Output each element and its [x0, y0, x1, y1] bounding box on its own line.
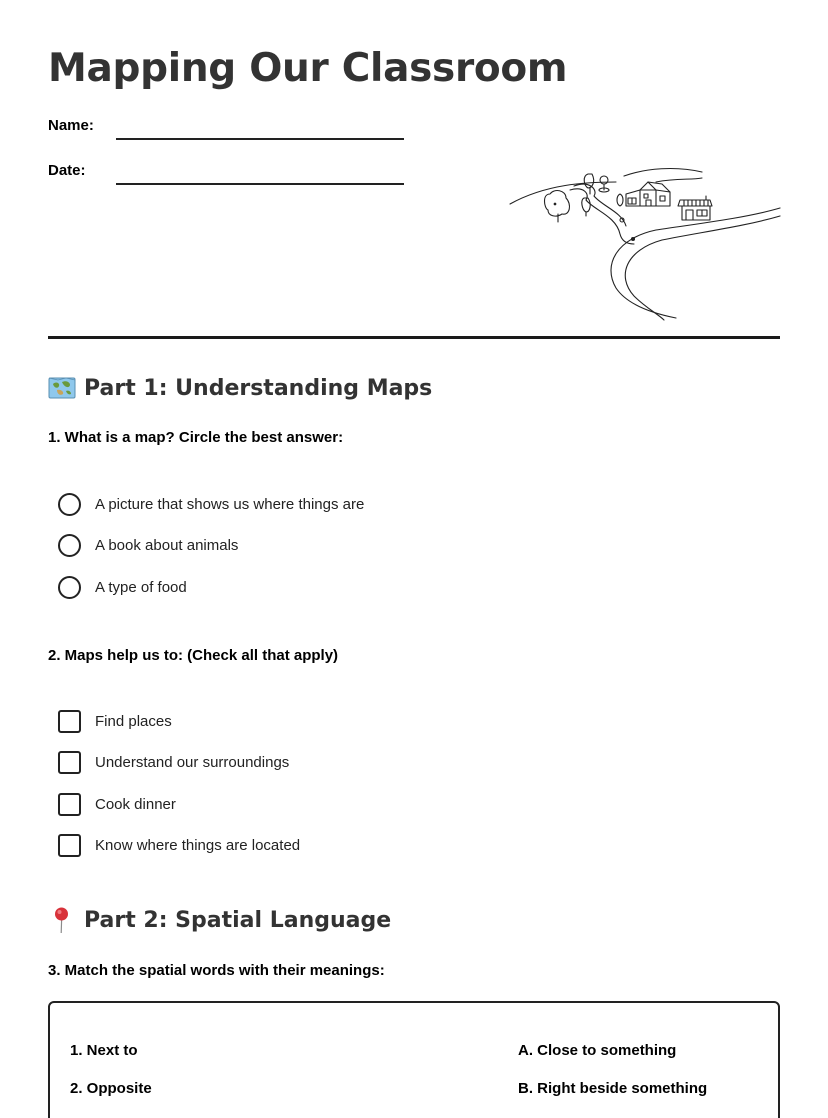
part1-heading-text: Part 1: Understanding Maps: [84, 375, 433, 401]
match-meaning: A. Close to something: [518, 1042, 677, 1059]
match-word: 2. Opposite: [70, 1080, 152, 1097]
map-emoji-icon: [48, 374, 76, 402]
match-word: 1. Next to: [70, 1042, 138, 1059]
q1-option[interactable]: [58, 575, 187, 599]
q2-option[interactable]: [58, 833, 300, 857]
date-label: Date:: [48, 162, 86, 179]
round-pushpin-icon: [48, 906, 76, 934]
q1-option-label: A type of food: [95, 578, 187, 596]
radio-circle[interactable]: [58, 493, 81, 516]
question-1-prompt: 1. What is a map? Circle the best answer:: [48, 429, 344, 446]
checkbox[interactable]: [58, 710, 81, 733]
date-field-line[interactable]: [116, 183, 404, 185]
q1-option[interactable]: [58, 492, 364, 516]
q1-option-label: A book about animals: [95, 536, 239, 554]
radio-circle[interactable]: [58, 534, 81, 557]
part2-heading-text: Part 2: Spatial Language: [84, 907, 392, 933]
question-3-prompt: 3. Match the spatial words with their meanings:: [48, 962, 385, 979]
q1-option-label: A picture that shows us where things are: [95, 495, 365, 513]
q2-option-label: Cook dinner: [95, 795, 176, 813]
q2-option-label: Understand our surroundings: [95, 753, 290, 771]
name-field-line[interactable]: [116, 138, 404, 140]
name-label: Name:: [48, 117, 94, 134]
part1-heading: [48, 374, 432, 402]
part2-heading: [48, 906, 391, 934]
checkbox[interactable]: [58, 834, 81, 857]
radio-circle[interactable]: [58, 576, 81, 599]
section-divider: [48, 336, 780, 339]
q2-option[interactable]: [58, 792, 176, 816]
worksheet-title: Mapping Our Classroom: [48, 46, 568, 91]
checkbox[interactable]: [58, 793, 81, 816]
q2-option-label: Know where things are located: [95, 836, 301, 854]
q1-option[interactable]: [58, 533, 238, 557]
matching-box: [48, 1001, 780, 1118]
question-2-prompt: 2. Maps help us to: (Check all that apply): [48, 647, 339, 664]
neighborhood-illustration: [506, 164, 782, 322]
q2-option[interactable]: [58, 750, 289, 774]
checkbox[interactable]: [58, 751, 81, 774]
q2-option[interactable]: [58, 709, 172, 733]
q2-option-label: Find places: [95, 712, 172, 730]
match-meaning: B. Right beside something: [518, 1080, 708, 1097]
